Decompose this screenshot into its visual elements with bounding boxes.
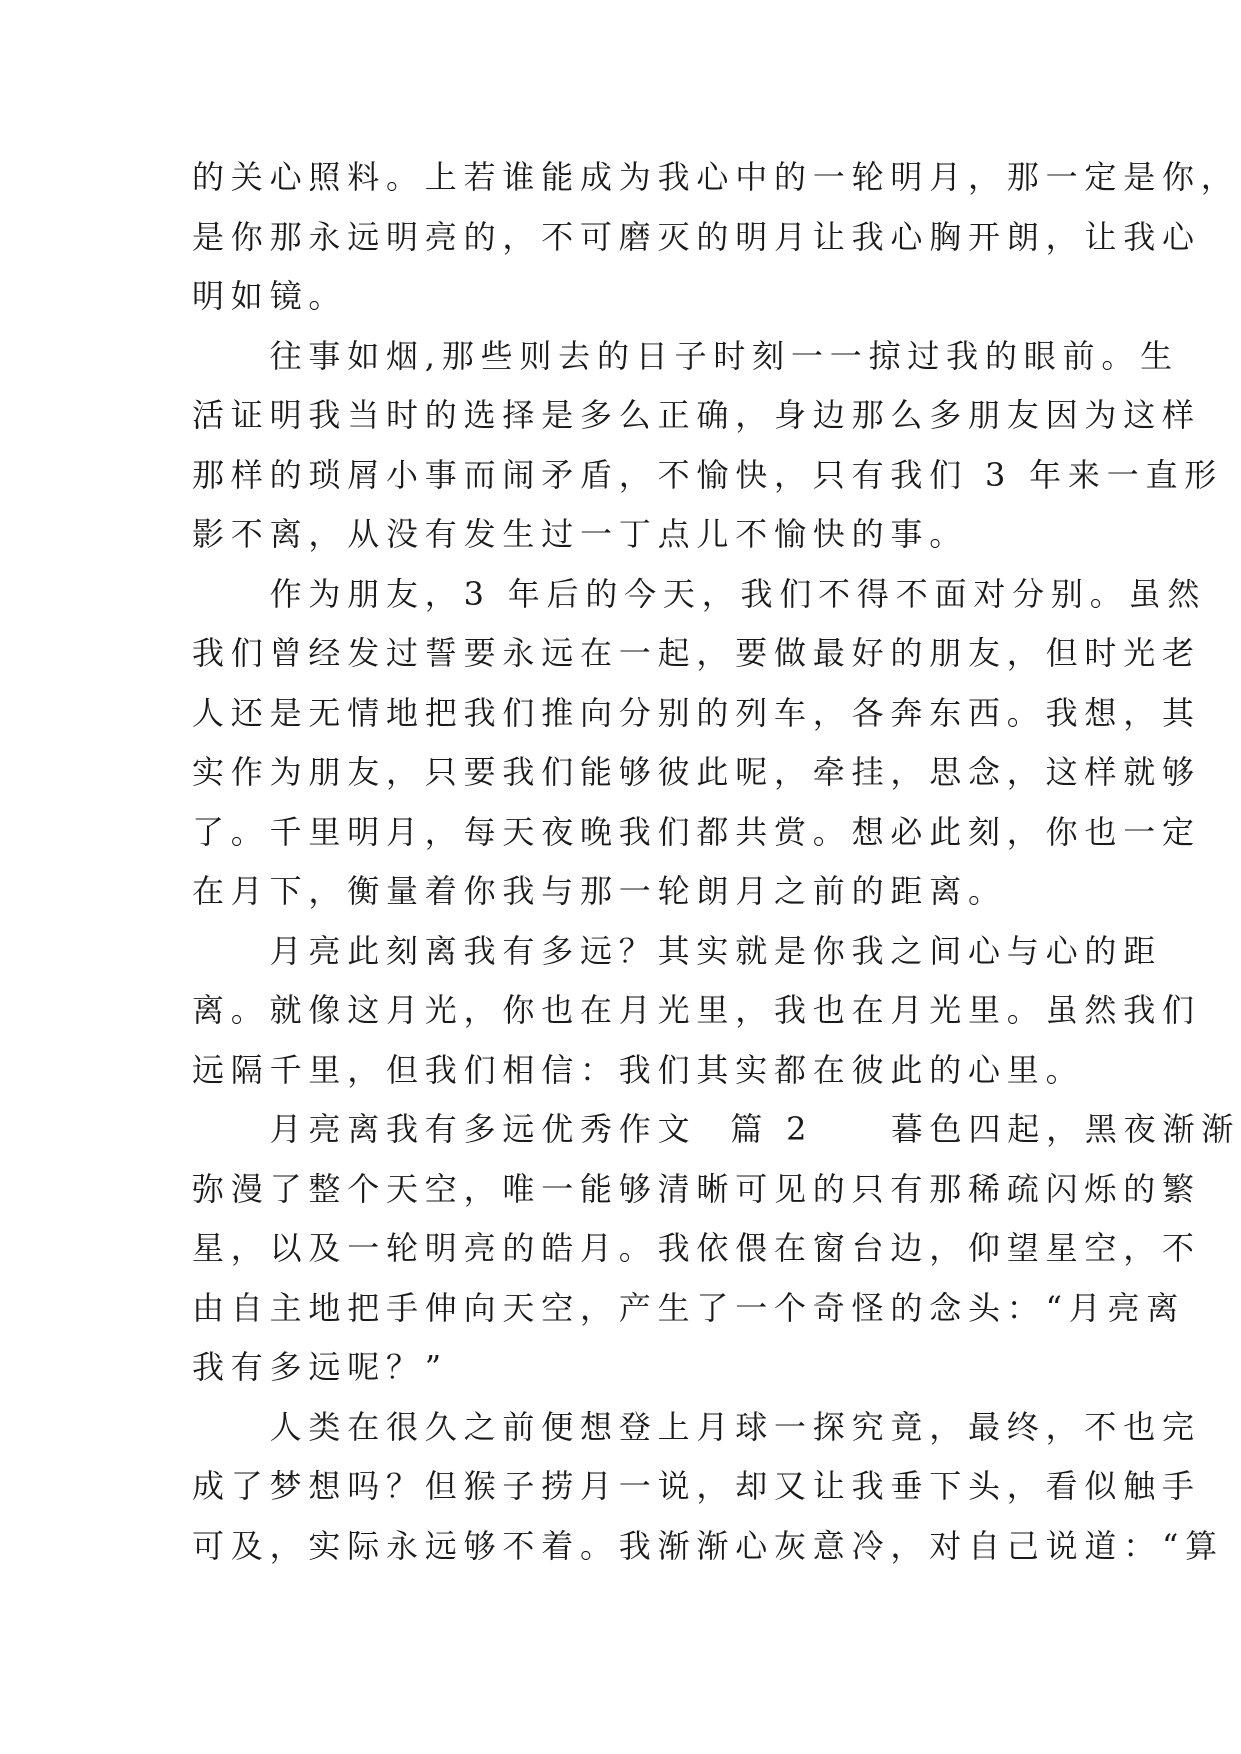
text-line: 我有多远呢？”	[192, 1348, 448, 1386]
text-line: 可及，实际永远够不着。我渐渐心灰意冷，对自己说道：“算	[192, 1526, 1224, 1565]
text-line: 星，以及一轮明亮的皓月。我依偎在窗台边，仰望星空，不	[192, 1229, 1201, 1267]
text-line: 弥漫了整个天空，唯一能够清晰可见的只有那稀疏闪烁的繁	[192, 1169, 1201, 1208]
text-line: 活证明我当时的选择是多么正确，身边那么多朋友因为这样	[192, 396, 1201, 434]
text-line: 远隔千里，但我们相信：我们其实都在彼此的心里。	[192, 1050, 1085, 1089]
text-line: 月亮离我有多远优秀作文 篇 2 暮色四起，黑夜渐渐	[192, 1110, 1241, 1148]
text-line: 我们曾经发过誓要永远在一起，要做最好的朋友，但时光老	[192, 634, 1201, 672]
text-line: 人还是无情地把我们推向分别的列车，各奔东西。我想，其	[192, 693, 1201, 732]
text-line: 成了梦想吗？但猴子捞月一说，却又让我垂下头，看似触手	[192, 1467, 1201, 1505]
text-line: 月亮此刻离我有多远？其实就是你我之间心与心的距	[192, 931, 1163, 970]
text-line: 是你那永远明亮的，不可磨灭的明月让我心胸开朗，让我心	[192, 217, 1201, 256]
text-line: 由自主地把手伸向天空，产生了一个奇怪的念头：“月亮离	[192, 1288, 1186, 1327]
text-line: 了。千里明月，每天夜晚我们都共赏。想必此刻，你也一定	[192, 812, 1201, 851]
text-line: 人类在很久之前便想登上月球一探究竟，最终，不也完	[192, 1407, 1201, 1446]
text-line: 明如镜。	[192, 277, 348, 315]
text-line: 实作为朋友，只要我们能够彼此呢，牵挂，思念，这样就够	[192, 753, 1201, 791]
text-line: 往事如烟,那些则去的日子时刻一一掠过我的眼前。生	[192, 336, 1179, 375]
text-line: 那样的琐屑小事而闹矛盾，不愉快，只有我们 3 年来一直形	[192, 455, 1224, 494]
text-line: 离。就像这月光，你也在月光里，我也在月光里。虽然我们	[192, 991, 1201, 1029]
text-line: 在月下，衡量着你我与那一轮朗月之前的距离。	[192, 872, 1007, 910]
document-body	[192, 148, 1241, 1576]
text-line: 的关心照料。上若谁能成为我心中的一轮明月，那一定是你，	[192, 158, 1240, 196]
text-line: 作为朋友，3 年后的今天，我们不得不面对分别。虽然	[192, 574, 1207, 613]
text-line: 影不离，从没有发生过一丁点儿不愉快的事。	[192, 515, 969, 553]
